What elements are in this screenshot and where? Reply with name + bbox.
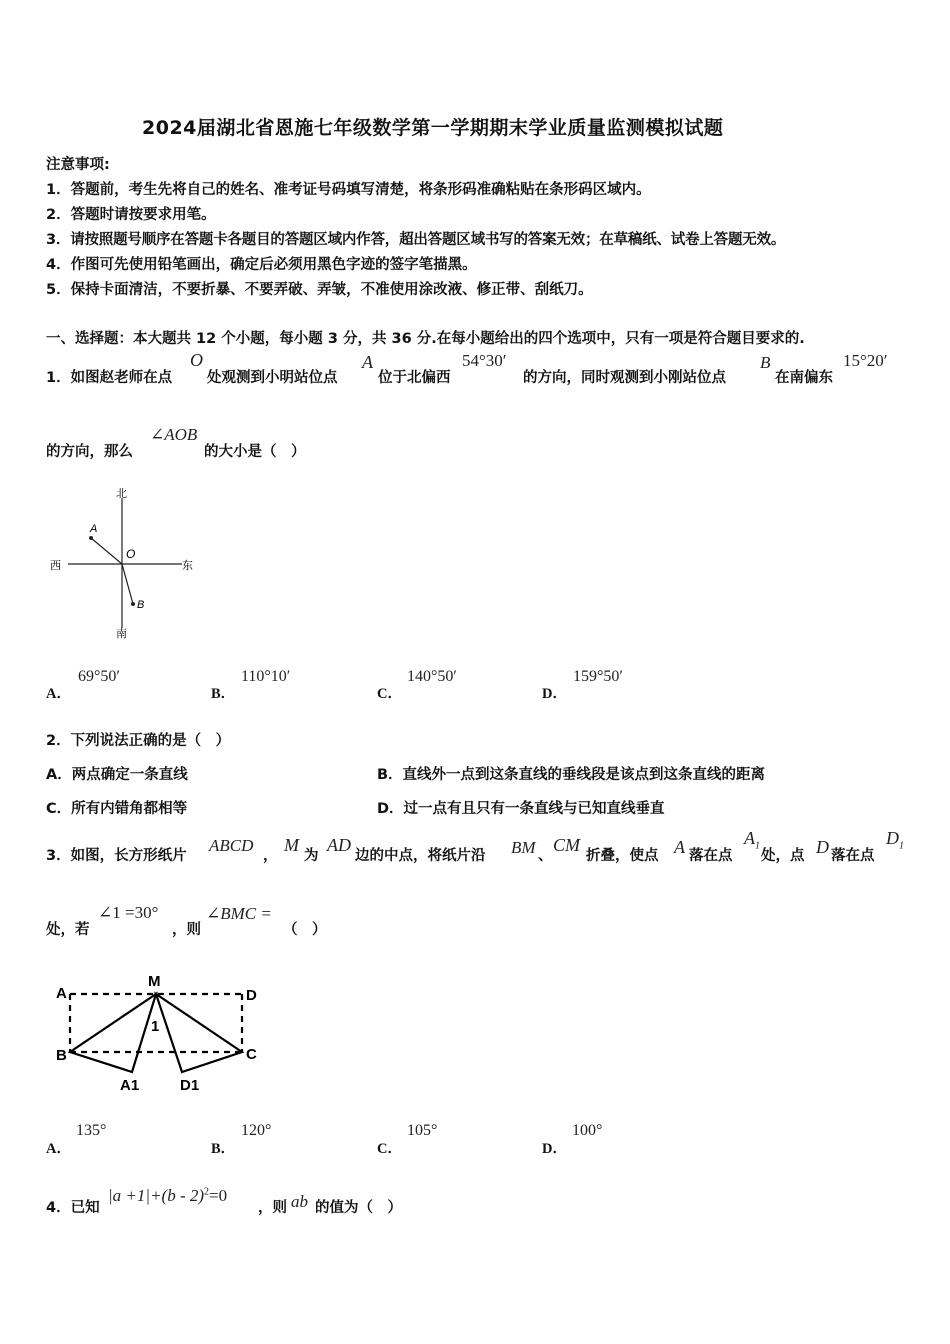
point-b-label: B — [137, 599, 145, 611]
q1-option-a-label: A． — [46, 686, 71, 702]
q3-text: 、 — [538, 848, 553, 864]
q1-option-a-value: 69°50′ — [78, 668, 120, 685]
label-m: M — [148, 973, 161, 990]
q4-text: 4．已知 — [46, 1200, 100, 1216]
q3-text: 折叠，使点 — [586, 848, 659, 864]
q3-angle-1: ∠1 =30° — [98, 903, 159, 922]
q3-option-d-value: 100° — [572, 1122, 603, 1139]
q3-math-cm: CM — [553, 835, 580, 855]
q1-compass-figure — [40, 480, 210, 645]
q3-a1-letter: A — [744, 828, 755, 848]
q3-math-ad: AD — [327, 835, 351, 855]
q3-text: 边的中点，将纸片沿 — [355, 848, 486, 864]
q4-exponent: 2 — [204, 1186, 210, 1198]
point-b — [131, 602, 135, 606]
folded-triangle-d — [156, 994, 242, 1072]
q3-text: 为 — [304, 848, 319, 864]
notice-item: 4．作图可先使用铅笔画出，确定后必须用黑色字迹的签字笔描黑。 — [46, 257, 477, 273]
q3-math-d1 — [886, 828, 904, 852]
q1-text: 的方向，同时观测到小刚站位点 — [523, 370, 726, 386]
q2-option-c: C．所有内错角都相等 — [46, 801, 188, 817]
section-heading: 一、选择题：本大题共 12 个小题，每小题 3 分，共 36 分.在每小题给出的四个选项中，只有一项是符合题目要求的. — [46, 331, 805, 347]
q3-text: 处，点 — [761, 848, 805, 864]
q1-option-d-label: D． — [542, 686, 567, 702]
q4-math-ab: ab — [291, 1192, 308, 1211]
label-a1: A1 — [120, 1077, 140, 1094]
q1-angle-aob: ∠AOB — [150, 425, 198, 444]
q3-option-d-label: D． — [542, 1141, 567, 1157]
origin-label: O — [126, 547, 136, 561]
q2-option-d: D．过一点有且只有一条直线与已知直线垂直 — [377, 801, 665, 817]
west-label: 西 — [50, 560, 61, 572]
q3-math-abcd: ABCD — [209, 836, 254, 855]
label-angle-1: 1 — [151, 1018, 160, 1035]
q3-math-d: D — [816, 837, 829, 857]
q3-text: ，则 — [172, 922, 201, 938]
q3-text: 3．如图，长方形纸片 — [46, 848, 187, 864]
q3-text: （ ） — [283, 922, 327, 938]
q1-math-a: A — [362, 352, 373, 372]
q3-a1-subscript: 1 — [755, 840, 760, 852]
q3-angle-bmc: ∠BMC = — [206, 904, 272, 923]
q1-math-o: O — [190, 350, 203, 370]
notice-heading: 注意事项: — [46, 157, 110, 173]
q1-angle-a: 54°30′ — [462, 351, 507, 370]
q1-math-b: B — [760, 353, 771, 372]
north-label: 北 — [116, 488, 127, 500]
south-label: 南 — [116, 628, 127, 640]
label-c: C — [246, 1046, 257, 1063]
notice-item: 2．答题时请按要求用笔。 — [46, 207, 216, 223]
q3-text: 落在点 — [689, 848, 733, 864]
q3-rectangle-figure — [50, 968, 275, 1098]
q1-option-b-value: 110°10′ — [241, 668, 291, 685]
notice-item: 5．保持卡面清洁，不要折暴、不要弄破、弄皱，不准使用涂改液、修正带、刮纸刀。 — [46, 282, 593, 298]
notice-item: 1．答题前，考生先将自己的姓名、准考证号码填写清楚，将条形码准确粘贴在条形码区域内。 — [46, 182, 651, 198]
label-b: B — [56, 1047, 67, 1064]
folded-triangle-a — [70, 994, 156, 1072]
q3-option-b-label: B． — [211, 1141, 236, 1157]
q1-text: 1．如图赵老师在点 — [46, 370, 173, 386]
q1-text: 处观测到小明站位点 — [207, 370, 338, 386]
east-label: 东 — [182, 560, 193, 572]
q3-text: 处，若 — [46, 922, 90, 938]
q3-d1-letter: D — [886, 828, 899, 848]
q4-expression: |a +1|+(b - 2) — [108, 1186, 205, 1205]
q3-math-m: M — [284, 835, 299, 855]
q2-option-a: A．两点确定一条直线 — [46, 767, 188, 783]
q1-angle-b: 15°20′ — [843, 351, 888, 370]
page-title: 2024届湖北省恩施七年级数学第一学期期末学业质量监测模拟试题 — [142, 117, 724, 139]
q4-equation — [108, 1186, 227, 1206]
q3-text: ， — [263, 848, 278, 864]
q3-text: 落在点 — [831, 848, 875, 864]
label-d: D — [246, 987, 257, 1004]
q1-text: 位于北偏西 — [378, 370, 451, 386]
q1-text: 的大小是（ ） — [204, 444, 306, 460]
point-a — [89, 536, 93, 540]
q3-option-a-label: A． — [46, 1141, 71, 1157]
ray-ob — [122, 564, 133, 604]
q3-math-bm: BM — [511, 838, 536, 857]
q1-option-b-label: B． — [211, 686, 236, 702]
notice-item: 3．请按照题号顺序在答题卡各题目的答题区域内作答，超出答题区域书写的答案无效；在草稿纸、试卷上答题无效。 — [46, 232, 786, 248]
q4-text: 的值为（ ） — [315, 1200, 402, 1216]
q3-option-c-value: 105° — [407, 1122, 438, 1139]
q3-d1-subscript: 1 — [899, 840, 904, 852]
q4-text: ，则 — [258, 1200, 287, 1216]
q3-option-a-value: 135° — [76, 1122, 107, 1139]
label-a: A — [56, 985, 67, 1002]
label-d1: D1 — [180, 1077, 200, 1094]
q2-stem: 2．下列说法正确的是（ ） — [46, 733, 231, 749]
q3-math-a: A — [674, 837, 685, 857]
ray-oa — [91, 538, 122, 564]
q1-option-d-value: 159°50′ — [573, 668, 623, 685]
q3-option-b-value: 120° — [241, 1122, 272, 1139]
q3-math-a1 — [744, 828, 760, 852]
q3-option-c-label: C． — [377, 1141, 402, 1157]
q2-option-b: B．直线外一点到这条直线的垂线段是该点到这条直线的距离 — [377, 767, 766, 783]
q1-option-c-value: 140°50′ — [407, 668, 457, 685]
q1-text: 在南偏东 — [775, 370, 833, 386]
q1-text: 的方向，那么 — [46, 444, 133, 460]
q1-option-c-label: C． — [377, 686, 402, 702]
point-a-label: A — [90, 523, 98, 535]
q4-equals-zero: =0 — [209, 1186, 228, 1205]
